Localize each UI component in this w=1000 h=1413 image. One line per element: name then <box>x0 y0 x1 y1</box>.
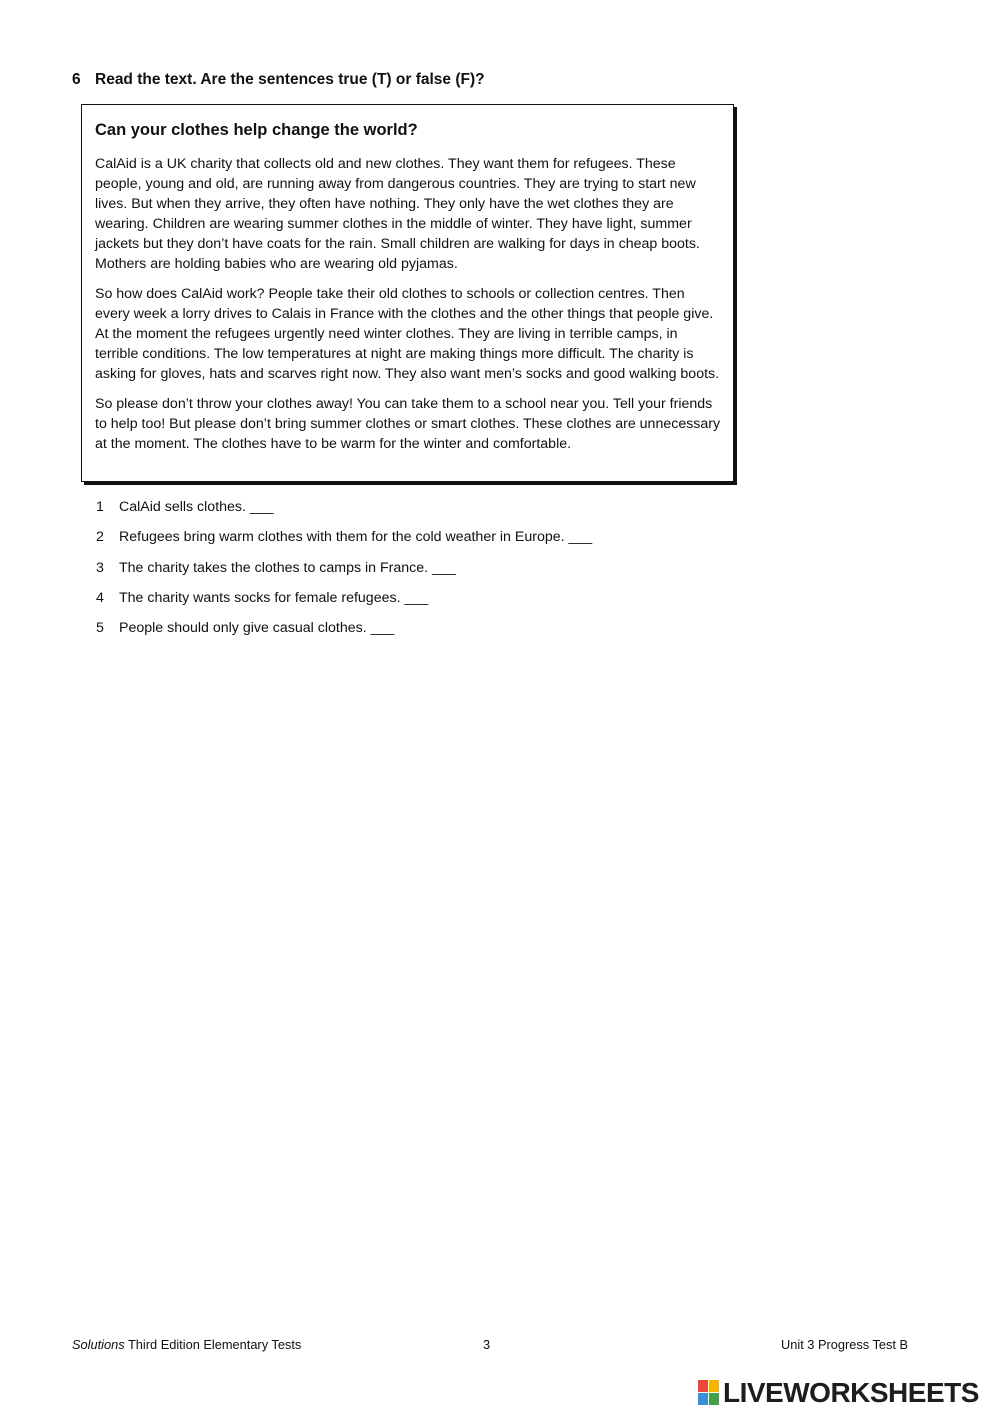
footer-book-title <box>72 1337 301 1352</box>
reading-title: Can your clothes help change the world? <box>95 121 418 139</box>
footer-series-name: Solutions <box>72 1337 125 1352</box>
question-number: 4 <box>96 589 104 606</box>
task-heading <box>72 71 485 89</box>
footer-test-name: Unit 3 Progress Test B <box>781 1337 909 1352</box>
footer-page-number: 3 <box>483 1337 491 1352</box>
question-item[interactable] <box>96 588 592 618</box>
question-number: 5 <box>96 620 104 637</box>
liveworksheets-icon <box>698 1380 720 1406</box>
reading-text-box <box>81 104 734 482</box>
question-number: 3 <box>96 559 104 576</box>
question-text: People should only give casual clothes. ___ <box>119 620 395 637</box>
question-text: Refugees bring warm clothes with them for the cold weather in Europe. ___ <box>119 529 593 546</box>
question-text: The charity takes the clothes to camps in France. ___ <box>119 559 456 576</box>
question-list <box>96 497 592 648</box>
question-item[interactable] <box>96 558 592 588</box>
liveworksheets-logo[interactable] <box>698 1377 979 1409</box>
question-number: 2 <box>96 529 104 546</box>
task-number: 6 <box>72 71 81 88</box>
reading-paragraph-3: So please don’t throw your clothes away! You can take them to a school near you. Tell your friends to help too! But please don’t bring summer clothes or smart clothes. These clothes are unnecessary at the moment. The clothes have to be warm for the winter and comfortable. <box>95 396 721 452</box>
liveworksheets-wordmark: LIVEWORKSHEETS <box>723 1377 979 1408</box>
question-text: The charity wants socks for female refugees. ___ <box>119 589 429 606</box>
question-item[interactable] <box>96 497 592 527</box>
reading-paragraph-2: So how does CalAid work? People take their old clothes to schools or collection centres. Then every week a lorry drives to Calais in France with the clothes and the other things that people give. At the moment the refugees urgently need winter clothes. They are living in terrible camps, in terrible conditions. The low temperatures at night are making things more difficult. The charity is asking for gloves, hats and scarves right now. They also want men’s socks and good walking boots. <box>95 286 720 382</box>
task-instruction: Read the text. Are the sentences true (T) or false (F)? <box>95 71 485 88</box>
question-item[interactable] <box>96 527 592 557</box>
footer-edition: Third Edition Elementary Tests <box>124 1337 302 1352</box>
question-item[interactable] <box>96 618 592 648</box>
question-text: CalAid sells clothes. ___ <box>119 499 274 515</box>
question-number: 1 <box>96 499 104 515</box>
reading-paragraph-1: CalAid is a UK charity that collects old and new clothes. They want them for refugees. These people, young and old, are running away from dangerous countries. They are trying to start new lives. But when they arrive, they often have nothing. They only have the wet clothes they are wearing. Children are wearing summer clothes in the middle of winter. They have light, summer jackets but they don’t have coats for the rain. Small children are walking for days in cheap boots. Mothers are holding babies who are wearing old pyjamas. <box>95 156 700 272</box>
